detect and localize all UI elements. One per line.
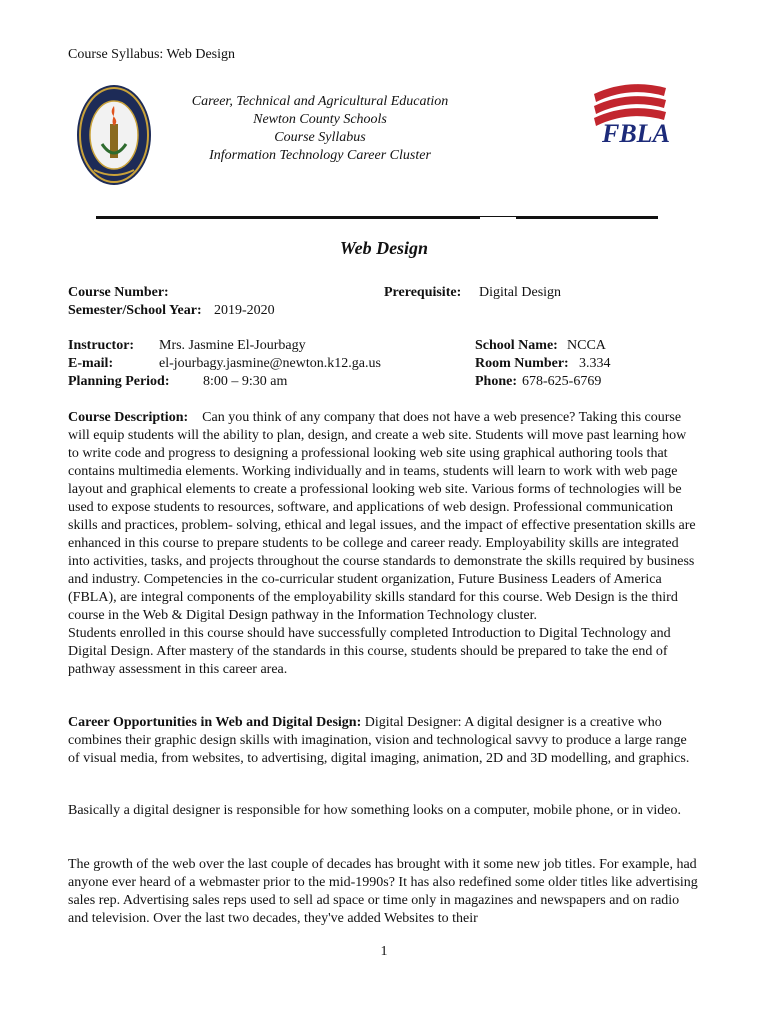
fbla-wordmark: FBLA [602,119,670,148]
course-description-paragraph [68,409,700,625]
course-description-text: Can you think of any company that does not have a web presence? Taking this course will equip students will the ability to plan, design, and create a web site. Students will move past learning how to write code and progress to designing a professional looking web site using graphical authoring tools that contains multimedia elements. Working individually and in teams, students will learn to work with web page layout and graphical elements to create a professional looking web site. Various forms of technologies will be used to expose students to resources, software, and applications of web design. Professional communication skills and practices, problem- solving, ethical and legal issues, and the impact of effective presentation skills are enhanced in this course to prepare students to be college and career ready. Employability skills are integrated into activities, tasks, and projects throughout the course standards to demonstrate the skills required by business and industry. Competencies in the co-curricular student organization, Future Business Leaders of America (FBLA), are integral components of the employability skills standard for this course. Web Design is the third course in the Web & Digital Design pathway in the Information Technology cluster. [68,410,696,623]
semester-label: Semester/School Year: [68,303,202,318]
heading-line-2: Newton County Schools [253,112,387,127]
career-section [68,714,700,768]
school-name-label: School Name: [475,338,558,353]
phone-value: 678-625-6769 [522,374,602,389]
running-header: Course Syllabus: Web Design [68,47,235,62]
header-divider [96,216,658,219]
semester-value: 2019-2020 [214,303,275,318]
school-heading [180,93,460,165]
planning-period-label: Planning Period: [68,374,170,389]
heading-line-3: Course Syllabus [274,130,366,145]
room-number-label: Room Number: [475,356,569,371]
page-number: 1 [380,944,388,959]
heading-line-4: Information Technology Career Cluster [209,148,431,163]
instructor-label: Instructor: [68,338,135,353]
planning-period-value: 8:00 – 9:30 am [203,374,288,389]
course-description-section [68,409,700,679]
fbla-logo-icon [584,76,674,156]
divider-thin-segment [480,216,516,217]
prerequisite-label: Prerequisite: [384,285,462,300]
email-label: E-mail: [68,356,114,371]
room-number-value: 3.334 [579,356,611,371]
course-number-label: Course Number: [68,285,169,300]
career-text: Digital Designer: A digital designer is a creative who combines their graphic design skills with imagination, vision and technological savvy to produce a large range of visual media, from websites, to advertising, digital imaging, animation, 2D and 3D modelling, and graphics. [68,715,690,766]
career-label: Career Opportunities in Web and Digital Design: [68,715,362,730]
basically-paragraph: Basically a digital designer is responsible for how something looks on a computer, mobile phone, or in video. [68,803,681,818]
instructor-value: Mrs. Jasmine El-Jourbagy [159,338,306,353]
prerequisite-value: Digital Design [479,285,562,300]
growth-paragraph: The growth of the web over the last couple of decades has brought with it some new job titles. For example, had anyone ever heard of a webmaster prior to the mid-1990s? It has also redefined some older titles like advertising sales rep. Advertising sales reps used to sell ad space or time only in magazines and newspapers and on radio and television. Over the last two decades, they've added Websites to their [68,857,698,926]
career-paragraph [68,714,700,768]
school-seal-icon [76,84,152,186]
course-description-label: Course Description: [68,410,189,425]
heading-line-1: Career, Technical and Agricultural Education [191,94,449,109]
school-name-value: NCCA [567,338,606,353]
course-description-paragraph-2: Students enrolled in this course should have successfully completed Introduction to Digital Technology and Digital Design. After mastery of the standards in this course, students should be prepared to take the end of pathway assessment in this career area. [68,626,671,677]
course-title: Web Design [339,238,429,258]
email-value[interactable]: el-jourbagy.jasmine@newton.k12.ga.us [159,356,381,371]
phone-label: Phone: [475,374,517,389]
